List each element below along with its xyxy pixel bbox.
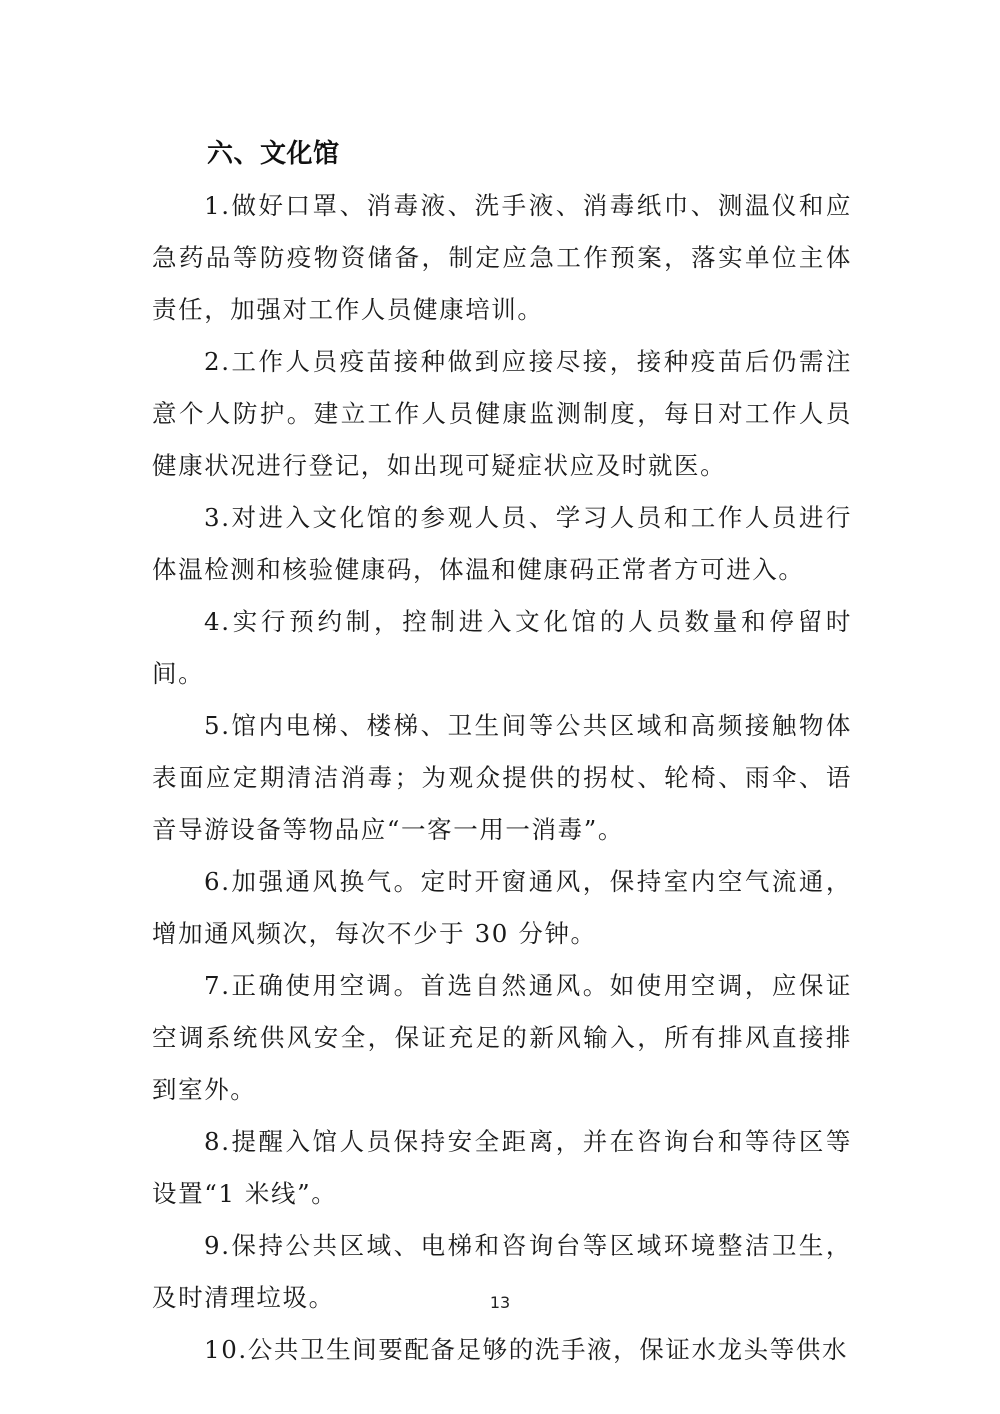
section-heading: 六、文化馆: [207, 139, 340, 169]
paragraph-2: 2.工作人员疫苗接种做到应接尽接，接种疫苗后仍需注意个人防护。建立工作人员健康监测制度，每日对工作人员健康状况进行登记，如出现可疑症状应及时就医。: [152, 347, 852, 480]
paragraph-10: 10.公共卫生间要配备足够的洗手液，保证水龙头等供水: [204, 1335, 849, 1364]
paragraph-4: 4.实行预约制，控制进入文化馆的人员数量和停留时间。: [152, 607, 852, 688]
paragraph-9: 9.保持公共区域、电梯和咨询台等区域环境整洁卫生，及时清理垃圾。: [152, 1231, 852, 1312]
paragraph-7: 7.正确使用空调。首选自然通风。如使用空调，应保证空调系统供风安全，保证充足的新风输入，所有排风直接排到室外。: [152, 971, 852, 1104]
paragraph-1: 1.做好口罩、消毒液、洗手液、消毒纸巾、测温仪和应急药品等防疫物资储备，制定应急工作预案，落实单位主体责任，加强对工作人员健康培训。: [152, 191, 852, 324]
paragraph-6: 6.加强通风换气。定时开窗通风，保持室内空气流通，增加通风频次，每次不少于 30 分钟。: [152, 867, 852, 948]
paragraph-3: 3.对进入文化馆的参观人员、学习人员和工作人员进行体温检测和核验健康码，体温和健康码正常者方可进入。: [152, 503, 852, 584]
paragraph-5: 5.馆内电梯、楼梯、卫生间等公共区域和高频接触物体表面应定期清洁消毒；为观众提供的拐杖、轮椅、雨伞、语音导游设备等物品应“一客一用一消毒”。: [152, 711, 852, 844]
document-body: [152, 128, 852, 1376]
page-number: 13: [489, 1293, 511, 1312]
paragraph-8: 8.提醒入馆人员保持安全距离，并在咨询台和等待区等设置“1 米线”。: [152, 1127, 852, 1208]
